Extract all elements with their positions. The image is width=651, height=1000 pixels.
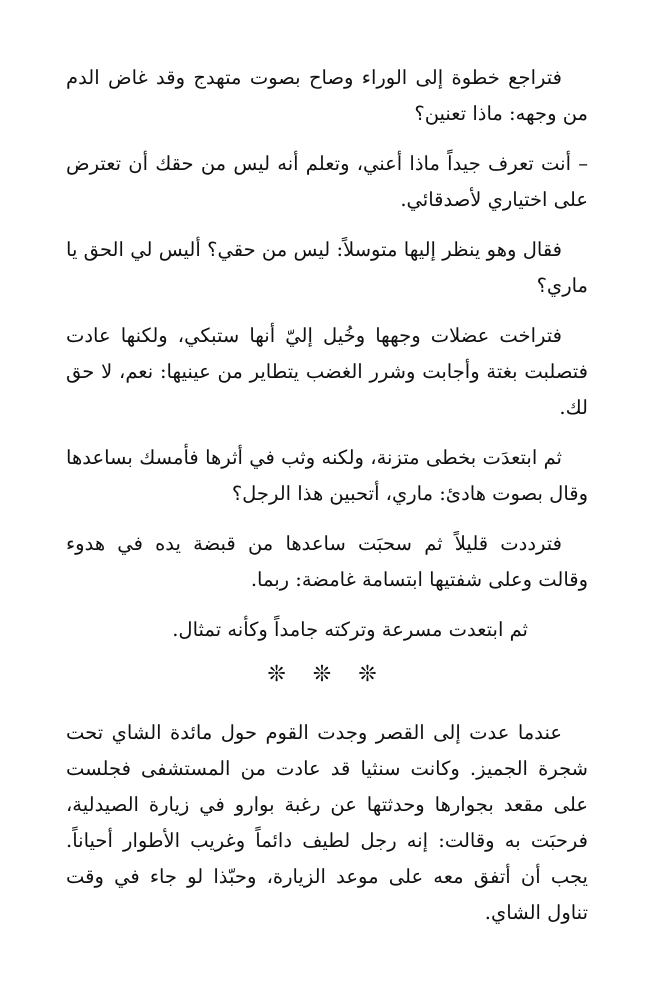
paragraph: ثم ابتعدَت بخطى متزنة، ولكنه وثب في أثرها فأمسك بساعدها وقال بصوت هادئ: ماري، أتحبين هذا الرجل؟ [66, 446, 588, 505]
page-body [66, 60, 588, 945]
paragraph: فتراخت عضلات وجهها وخُيل إليّ أنها ستبكي، ولكنها عادت فتصلبت بغتة وأجابت وشرر الغضب يتطاير من عينيها: نعم، لا حق لك. [66, 324, 588, 419]
paragraph: فقال وهو ينظر إليها متوسلاً: ليس من حقي؟ أليس لي الحق يا ماري؟ [66, 238, 588, 297]
paragraph: عندما عدت إلى القصر وجدت القوم حول مائدة الشاي تحت شجرة الجميز. وكانت سنثيا قد عادت من المستشفى فجلست على مقعد بجوارها وحدثتها عن رغبة بوارو في زيارة الصيدلية، فرحبَت به وقالت: إنه رجل لطيف دائماً وغريب الأطوار أحياناً. يجب أن أتفق معه على موعد الزيارة، وحبّذا لو جاء في وقت تناول الشاي. [66, 721, 588, 924]
paragraph: ثم ابتعدت مسرعة وتركته جامداً وكأنه تمثال. [172, 618, 528, 641]
paragraph: فترددت قليلاً ثم سحبَت ساعدها من قبضة يده في هدوء وقالت وعلى شفتيها ابتسامة غامضة: ربما. [66, 532, 588, 591]
paragraph: فتراجع خطوة إلى الوراء وصاح بصوت متهدج وقد غاض الدم من وجهه: ماذا تعنين؟ [66, 66, 588, 125]
section-separator: ❊ ❊ ❊ [267, 662, 387, 687]
paragraph: – أنت تعرف جيداً ماذا أعني، وتعلم أنه ليس من حقك أن تعترض على اختياري لأصدقائي. [66, 152, 588, 211]
